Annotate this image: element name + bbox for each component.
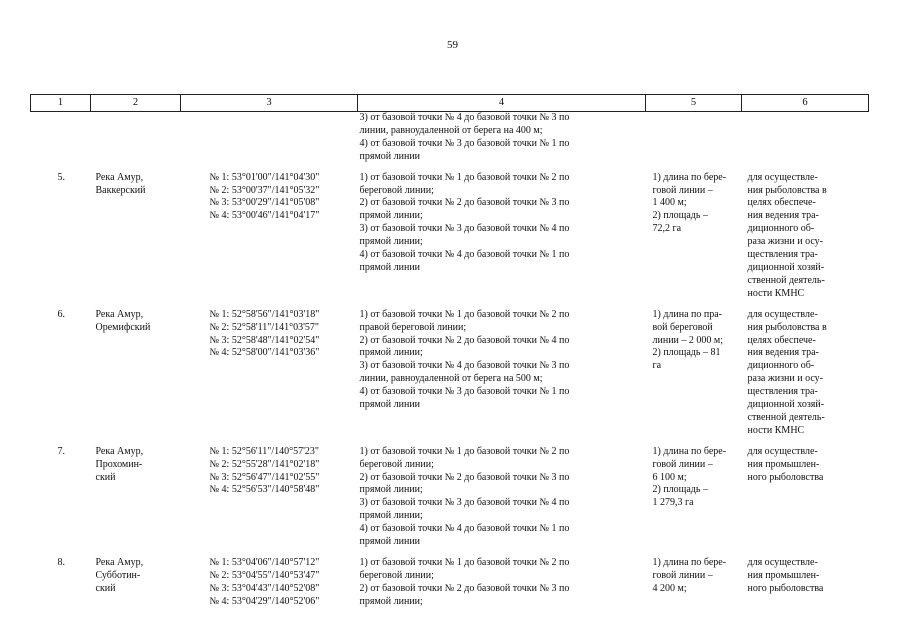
purpose-line: ществления тра- (747, 386, 818, 398)
description-line: 1) от базовой точки № 1 до базовой точки № 2 по (359, 171, 570, 183)
purpose-line: ния рыболовства в (747, 184, 827, 196)
size-line: говой линии – (652, 184, 713, 196)
description-line: 3) от базовой точки № 3 до базовой точки № 4 по (359, 223, 570, 235)
purpose-line: диционного об- (747, 223, 815, 235)
purpose-cell (742, 557, 869, 617)
description-line: прямой линии; (359, 236, 423, 248)
column-header-4: 4 (358, 95, 646, 112)
coordinate-line: № 2: 52°58'11"/141°03'57" (209, 321, 319, 333)
site-name-line: Река Амур, (95, 445, 144, 457)
size-line: 72,2 га (652, 223, 682, 235)
size-line: линии – 2 000 м; (652, 334, 724, 346)
column-header-5: 5 (646, 95, 742, 112)
size-line: 1 279,3 га (652, 497, 694, 509)
purpose-line: для осуществле- (747, 308, 818, 320)
purpose-line: для осуществле- (747, 445, 818, 457)
site-name-cell (91, 172, 181, 309)
coordinate-line: № 1: 53°01'00"/141°04'30" (209, 171, 320, 183)
coordinate-line: № 4: 53°00'46"/141°04'17" (209, 210, 320, 222)
description-line: 2) от базовой точки № 2 до базовой точки № 3 по (359, 582, 570, 594)
continuation-name-cell (91, 112, 181, 172)
description-line: прямой линии (359, 261, 421, 273)
site-name-cell (91, 309, 181, 446)
coordinate-line: № 2: 53°04'55"/140°53'47" (209, 569, 320, 581)
purpose-line: ности КМНС (747, 287, 805, 299)
site-name-line: Ваккерский (95, 184, 146, 196)
boundary-description-cell (358, 309, 646, 446)
purpose-line: диционной хозяй- (747, 261, 825, 273)
description-line: правой береговой линии; (359, 321, 467, 333)
description-line: линии, равноудаленной от берега на 400 м; (359, 124, 543, 136)
site-name-line: Оремифский (95, 321, 151, 333)
purpose-line: ственной деятель- (747, 274, 825, 286)
description-line: 4) от базовой точки № 3 до базовой точки № 1 по (359, 386, 570, 398)
row-number: 8. (57, 557, 65, 568)
site-name-line: Река Амур, (95, 557, 144, 568)
size-line: 1) длина по бере- (652, 557, 727, 568)
size-line: га (652, 360, 662, 372)
purpose-line: ного рыболовства (747, 471, 824, 483)
table-row (31, 557, 869, 617)
size-line: вой береговой (652, 321, 713, 333)
purpose-line: ществления тра- (747, 249, 818, 261)
description-line: 4) от базовой точки № 3 до базовой точки № 1 по (359, 137, 570, 149)
site-name-cell (91, 557, 181, 617)
continuation-coords-cell (181, 112, 358, 172)
column-header-3: 3 (181, 95, 358, 112)
description-line: линии, равноудаленной от берега на 500 м; (359, 373, 543, 385)
purpose-line: раза жизни и осу- (747, 236, 823, 248)
purpose-line: диционного об- (747, 360, 815, 372)
site-name-line: Река Амур, (95, 171, 144, 183)
purpose-line: для осуществле- (747, 557, 818, 568)
coordinate-line: № 4: 52°58'00"/141°03'36" (209, 347, 320, 359)
row-number: 6. (57, 308, 65, 320)
description-line: прямой линии (359, 150, 421, 162)
description-line: прямой линии (359, 399, 421, 411)
description-line: прямой линии; (359, 595, 423, 607)
table-header (31, 95, 869, 112)
purpose-line: ния промышлен- (747, 458, 820, 470)
coordinate-line: № 2: 53°00'37"/141°05'32" (209, 184, 320, 196)
description-line: 2) от базовой точки № 2 до базовой точки № 4 по (359, 334, 570, 346)
boundary-description-cell (358, 172, 646, 309)
size-line: 2) площадь – (652, 210, 708, 222)
continuation-description-cell (358, 112, 646, 172)
coordinates-cell (181, 172, 358, 309)
row-number: 5. (57, 171, 65, 183)
size-line: 1 400 м; (652, 197, 687, 209)
purpose-line: раза жизни и осу- (747, 373, 823, 385)
size-line: 6 100 м; (652, 471, 687, 483)
purpose-line: ния рыболовства в (747, 321, 827, 333)
size-line: 1) длина по бере- (652, 171, 727, 183)
continuation-purpose-cell (742, 112, 869, 172)
description-line: 4) от базовой точки № 4 до базовой точки № 1 по (359, 523, 570, 535)
description-line: 4) от базовой точки № 4 до базовой точки № 1 по (359, 249, 570, 261)
header-row (31, 95, 869, 112)
coordinate-line: № 3: 52°56'47"/141°02'55" (209, 471, 320, 483)
purpose-line: ности КМНС (747, 424, 805, 436)
column-header-2: 2 (91, 95, 181, 112)
coordinate-line: № 1: 52°58'56"/141°03'18" (209, 308, 320, 320)
size-cell (646, 557, 742, 617)
description-line: береговой линии; (359, 569, 434, 581)
fishing-sites-table (30, 94, 869, 617)
purpose-cell (742, 446, 869, 557)
description-line: прямой линии; (359, 510, 423, 522)
description-line: 3) от базовой точки № 3 до базовой точки № 4 по (359, 497, 570, 509)
coordinate-line: № 3: 53°00'29"/141°05'08" (209, 197, 320, 209)
size-cell (646, 446, 742, 557)
size-line: говой линии – (652, 458, 713, 470)
purpose-line: для осуществле- (747, 171, 818, 183)
coordinate-line: № 4: 52°56'53"/140°58'48" (209, 484, 320, 496)
table-row (31, 172, 869, 309)
coordinate-line: № 4: 53°04'29"/140°52'06" (209, 595, 320, 607)
description-line: прямой линии; (359, 347, 423, 359)
site-name-line: ский (95, 582, 116, 594)
size-cell (646, 172, 742, 309)
continuation-row (31, 112, 869, 172)
purpose-cell (742, 309, 869, 446)
boundary-description-cell (358, 557, 646, 617)
purpose-cell (742, 172, 869, 309)
coordinate-line: № 3: 52°58'48"/141°02'54" (209, 334, 320, 346)
continuation-num-cell (31, 112, 91, 172)
coordinate-line: № 2: 52°55'28"/141°02'18" (209, 458, 320, 470)
purpose-line: целях обеспече- (747, 197, 816, 209)
continuation-size-cell (646, 112, 742, 172)
site-name-line: Прохомин- (95, 458, 143, 470)
size-cell (646, 309, 742, 446)
table-row (31, 446, 869, 557)
purpose-line: целях обеспече- (747, 334, 816, 346)
size-line: 1) длина по пра- (652, 308, 723, 320)
site-name-cell (91, 446, 181, 557)
size-line: 2) площадь – (652, 484, 708, 496)
purpose-line: ния промышлен- (747, 569, 820, 581)
description-line: 1) от базовой точки № 1 до базовой точки № 2 по (359, 445, 570, 457)
coordinates-cell (181, 557, 358, 617)
page-number: 59 (447, 39, 458, 51)
description-line: прямой линии; (359, 484, 423, 496)
table-row (31, 309, 869, 446)
size-line: 1) длина по бере- (652, 445, 727, 457)
site-name-line: Река Амур, (95, 308, 144, 320)
description-line: береговой линии; (359, 184, 434, 196)
description-line: 2) от базовой точки № 2 до базовой точки № 3 по (359, 471, 570, 483)
size-line: 4 200 м; (652, 582, 687, 594)
site-name-line: ский (95, 471, 116, 483)
purpose-line: ния ведения тра- (747, 347, 819, 359)
description-line: 1) от базовой точки № 1 до базовой точки № 2 по (359, 308, 570, 320)
description-line: прямой линии (359, 536, 421, 548)
description-line: 3) от базовой точки № 4 до базовой точки № 3 по (359, 360, 570, 372)
description-line: 3) от базовой точки № 4 до базовой точки № 3 по (359, 112, 570, 123)
purpose-line: ния ведения тра- (747, 210, 819, 222)
size-line: говой линии – (652, 569, 713, 581)
purpose-line: ного рыболовства (747, 582, 824, 594)
description-line: береговой линии; (359, 458, 434, 470)
column-header-6: 6 (742, 95, 869, 112)
coordinates-cell (181, 309, 358, 446)
column-header-1: 1 (31, 95, 91, 112)
purpose-line: ственной деятель- (747, 411, 825, 423)
coordinate-line: № 1: 53°04'06"/140°57'12" (209, 557, 320, 568)
row-number: 7. (57, 445, 65, 457)
coordinates-cell (181, 446, 358, 557)
site-name-line: Субботин- (95, 569, 141, 581)
coordinate-line: № 3: 53°04'43"/140°52'08" (209, 582, 320, 594)
coordinate-line: № 1: 52°56'11"/140°57'23" (209, 445, 319, 457)
description-line: 1) от базовой точки № 1 до базовой точки № 2 по (359, 557, 570, 568)
description-line: 2) от базовой точки № 2 до базовой точки № 3 по (359, 197, 570, 209)
size-line: 2) площадь – 81 (652, 347, 721, 359)
purpose-line: диционной хозяй- (747, 399, 825, 411)
boundary-description-cell (358, 446, 646, 557)
description-line: прямой линии; (359, 210, 423, 222)
